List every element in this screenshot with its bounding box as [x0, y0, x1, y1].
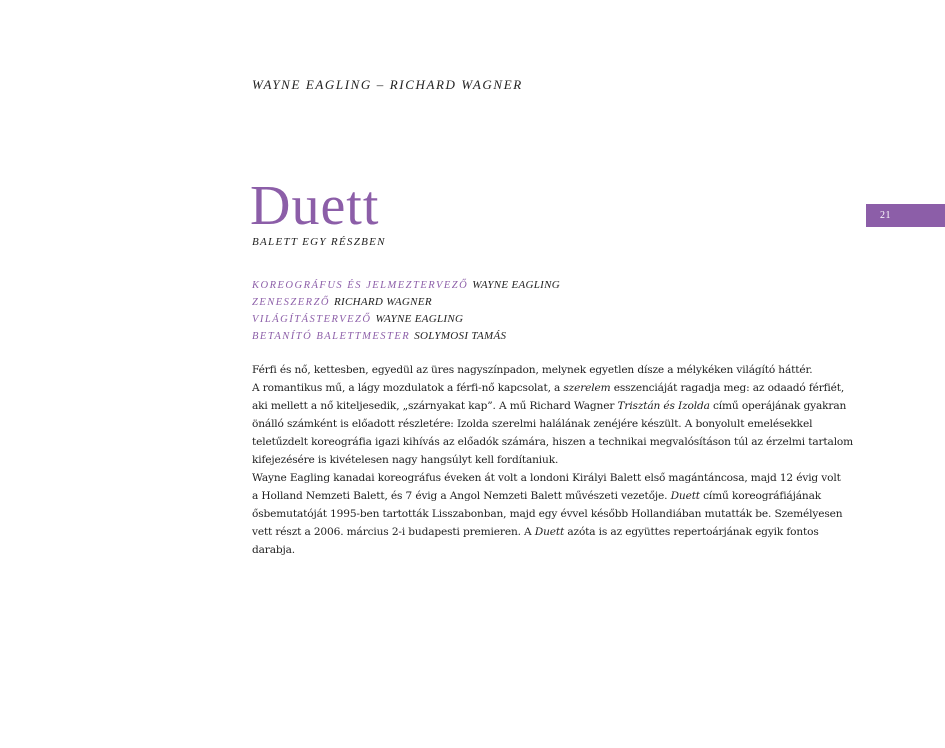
body-text-run: vett részt a 2006. március 2-i budapesti premieren. A — [252, 526, 535, 538]
italic-title: szerelem — [563, 382, 611, 394]
body-line — [252, 415, 872, 433]
page-number: 21 — [880, 210, 891, 221]
italic-title: Duett — [534, 526, 565, 538]
credit-role: BETANÍTÓ BALETTMESTER — [252, 331, 411, 342]
italic-title: Trisztán és Izolda — [617, 400, 710, 412]
body-line — [252, 379, 872, 397]
credit-row — [252, 326, 560, 343]
body-text-run: Wayne Eagling kanadai koreográfus éveken át volt a londoni Királyi Balett első magántáncosa, majd 12 évig volt — [252, 472, 841, 484]
credit-name: WAYNE EAGLING — [375, 313, 464, 325]
body-text-run: önálló számként is előadott részletére: Izolda szerelmi halálának zenéjére készült. A bonyolult emelésekkel — [252, 418, 813, 430]
body-text-run: a Holland Nemzeti Balett, és 7 évig a Angol Nemzeti Balett művészeti vezetője. — [252, 490, 671, 502]
body-text-run: kifejezésére is kivételesen nagy hangsúlyt kell fordítaniuk. — [252, 454, 559, 466]
body-text-run: teletűzdelt koreográfia igazi kihívás az előadók számára, hiszen a technikai megvalósításon túl az érzelmi tartalom — [252, 436, 854, 448]
body-text-run: A romantikus mű, a lágy mozdulatok a férfi-nő kapcsolat, a — [252, 382, 564, 394]
body-line — [252, 469, 872, 487]
credit-role: ZENESZERZŐ — [252, 297, 331, 308]
body-text-run: azóta is az együttes repertoárjának egyik fontos — [564, 526, 819, 538]
body-line — [252, 451, 872, 469]
italic-title: Duett — [670, 490, 700, 502]
body-line — [252, 505, 872, 523]
credit-name: RICHARD WAGNER — [334, 296, 432, 308]
body-line — [252, 433, 872, 451]
body-text-run: című operájának gyakran — [709, 400, 847, 412]
page-number-tab — [866, 204, 945, 227]
body-line — [252, 541, 872, 559]
body-text-run: esszenciáját ragadja meg: az odaadó férfiét, — [610, 382, 845, 394]
body-line — [252, 397, 872, 415]
body-text-run: Férfi és nő, kettesben, egyedül az üres nagyszínpadon, melynek egyetlen dísze a mélykéken világító háttér. — [252, 364, 813, 376]
credits-list — [252, 275, 560, 343]
body-line — [252, 361, 872, 379]
body-line — [252, 523, 872, 541]
credit-row — [252, 292, 560, 309]
running-title: WAYNE EAGLING – RICHARD WAGNER — [252, 77, 523, 92]
credit-name: WAYNE EAGLING — [472, 279, 560, 291]
credit-role: VILÁGÍTÁSTERVEZŐ — [252, 314, 372, 325]
body-line — [252, 487, 872, 505]
page-title: Duett — [250, 175, 380, 237]
body-text-run: aki mellett a nő kiteljesedik, „szárnyakat kap”. A mű Richard Wagner — [252, 400, 618, 412]
credit-row — [252, 309, 560, 326]
credit-role: KOREOGRÁFUS ÉS JELMEZTERVEZŐ — [252, 280, 469, 291]
page-subtitle: BALETT EGY RÉSZBEN — [252, 236, 386, 248]
body-paragraph — [252, 361, 872, 559]
body-text-run: című koreográfiájának — [699, 490, 822, 502]
body-text-run: ősbemutatóját 1995-ben tartották Lisszabonban, majd egy évvel később Hollandiában mutatták be. Személyesen — [252, 508, 843, 520]
body-text-run: darabja. — [252, 544, 296, 556]
credit-name: SOLYMOSI TAMÁS — [414, 330, 507, 342]
credit-row — [252, 275, 560, 292]
